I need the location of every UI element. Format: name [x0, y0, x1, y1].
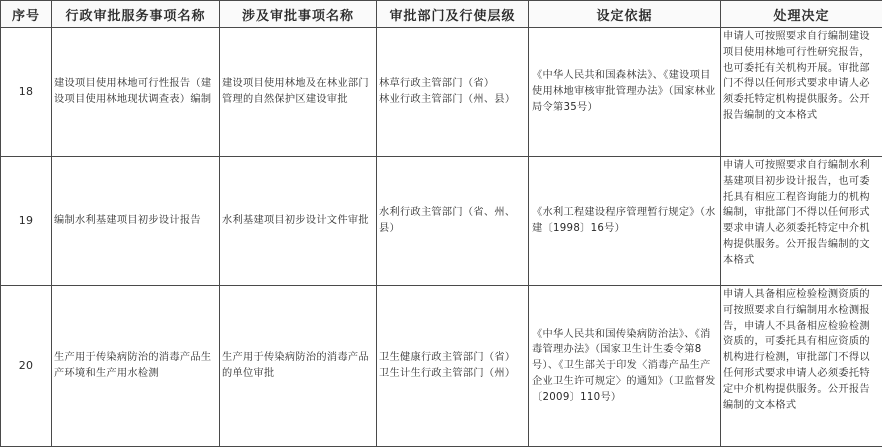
row-service-item-name: 建设项目使用林地可行性报告（建设项目使用林地现状调查表）编制	[52, 28, 220, 157]
table-row	[1, 286, 882, 447]
row-service-item-name: 生产用于传染病防治的消毒产品生产环境和生产用水检测	[52, 286, 220, 447]
row-decision: 申请人可按照要求自行编制建设项目使用林地可行性研究报告，也可委托有关机构开展。审批部门不得以任何形式要求申请人必须委托特定机构提供服务。公开报告编制的文本格式	[721, 28, 882, 157]
row-legal-basis: 《中华人民共和国森林法》、《建设项目使用林地审核审批管理办法》（国家林业局令第35号）	[529, 28, 721, 157]
row-serial-no: 19	[1, 157, 52, 286]
row-related-approval-name: 水利基建项目初步设计文件审批	[220, 157, 377, 286]
row-serial-no: 20	[1, 286, 52, 447]
header-approval-department: 审批部门及行使层级	[377, 1, 529, 28]
table-row	[1, 28, 882, 157]
table-header-row	[1, 1, 882, 28]
header-decision: 处理决定	[721, 1, 882, 28]
header-legal-basis: 设定依据	[529, 1, 721, 28]
header-related-approval-name: 涉及审批事项名称	[220, 1, 377, 28]
header-serial-no: 序号	[1, 1, 52, 28]
table-row	[1, 157, 882, 286]
row-decision: 申请人具备相应检验检测资质的可按照要求自行编制用水检测报告，申请人不具备相应检验检测资质的，可委托具有相应资质的机构进行检测，审批部门不得以任何形式要求申请人必须委托特定中介机构提供服务。公开报告编制的文本格式	[721, 286, 882, 447]
header-service-item-name: 行政审批服务事项名称	[52, 1, 220, 28]
row-legal-basis: 《水利工程建设程序管理暂行规定》（水建〔1998〕16号）	[529, 157, 721, 286]
row-related-approval-name: 建设项目使用林地及在林业部门管理的自然保护区建设审批	[220, 28, 377, 157]
row-related-approval-name: 生产用于传染病防治的消毒产品的单位审批	[220, 286, 377, 447]
row-approval-department	[377, 286, 529, 447]
row-approval-department: 水利行政主管部门（省、州、县）	[377, 157, 529, 286]
dept-text: 林草行政主管部门（省） 林业行政主管部门（州、县）	[379, 76, 526, 108]
row-legal-basis: 《中华人民共和国传染病防治法》、《消毒管理办法》（国家卫生计生委令第8号）、《卫生部关于印发〈消毒产品生产企业卫生许可规定〉的通知》（卫监督发〔2009〕110号）	[529, 286, 721, 447]
row-approval-department	[377, 28, 529, 157]
row-service-item-name: 编制水利基建项目初步设计报告	[52, 157, 220, 286]
row-serial-no: 18	[1, 28, 52, 157]
row-decision: 申请人可按照要求自行编制水利基建项目初步设计报告，也可委托具有相应工程咨询能力的机构编制，审批部门不得以任何形式要求申请人必须委托特定中介机构提供服务。公开报告编制的文本格式	[721, 157, 882, 286]
dept-text: 卫生健康行政主管部门（省） 卫生计生行政主管部门（州）	[379, 350, 526, 382]
